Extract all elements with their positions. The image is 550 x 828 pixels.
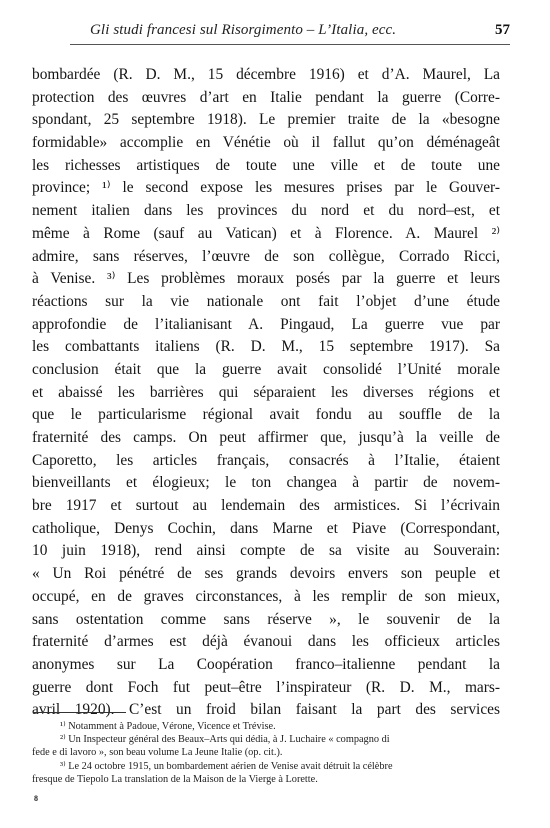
header-rule xyxy=(70,44,510,45)
body-line: approfondie de l’italianisant A. Pingaud, La guerre vue par xyxy=(32,315,500,333)
body-line: les combattants italiens (R. D. M., 15 septembre 1917). Sa xyxy=(32,338,500,356)
body-line: même à Rome (sauf au Vatican) et à Florence. A. Maurel ²⁾ xyxy=(32,224,500,242)
body-text xyxy=(32,64,500,722)
body-line: conclusion était que la guerre avait consolidé l’Unité morale xyxy=(32,360,500,378)
body-line: fraternité d’armes est déjà évanoui dans les officieux articles xyxy=(32,633,500,651)
footnote-continuation: fresque de Tiepolo La translation de la Maison de la Vierge à Lorette. xyxy=(32,773,318,785)
body-line: que le particularisme régional avait fondu au souffle de la xyxy=(32,406,500,424)
footnote: ¹⁾ Notamment à Padoue, Vérone, Vicence et Trévise. xyxy=(60,721,276,732)
body-line: bre 1917 et surtout au lendemain des armistices. Si l’écrivain xyxy=(32,497,500,515)
body-line: formidable» accomplie en Vénétie où il fallut qu’on déménageât xyxy=(32,134,500,152)
body-line: Caporetto, les articles français, consacrés à l’Italie, étaient xyxy=(32,451,500,469)
body-line: catholique, Denys Cochin, dans Marne et Piave (Correspondant, xyxy=(32,519,500,537)
footnote-separator xyxy=(34,712,126,713)
body-line: réactions sur la vie nationale ont fait l’objet d’une étude xyxy=(32,292,500,310)
body-line: 10 juin 1918), rend ainsi compte de sa visite au Souverain: xyxy=(32,542,500,560)
body-line: protection des œuvres d’art en Italie pendant la guerre (Corre- xyxy=(32,88,500,106)
body-line: bombardée (R. D. M., 15 décembre 1916) et d’A. Maurel, La xyxy=(32,66,500,83)
body-line: « Un Roi pénétré de ses grands devoirs envers son peuple et xyxy=(32,565,500,583)
footnote: ²⁾ Un Inspecteur général des Beaux–Arts qui dédia, à J. Luchaire « compagno di xyxy=(60,734,390,746)
footnote-continuation: fede e di lavoro », son beau volume La Jeune Italie (op. cit.). xyxy=(32,747,283,759)
page-number: 57 xyxy=(495,22,510,38)
footnotes xyxy=(32,720,502,786)
running-title: Gli studi francesi sul Risorgimento – L’Italia, ecc. xyxy=(90,22,397,38)
body-line: bienveillants et élogieux; le ton changea à partir de novem- xyxy=(32,474,500,492)
body-line: et abaissé les barrières qui séparaient les diverses régions et xyxy=(32,383,500,401)
footnote: ³⁾ Le 24 octobre 1915, un bombardement aérien de Venise avait détruit la célèbre xyxy=(60,760,393,772)
body-line: admire, sans réserves, l’œuvre de son collègue, Corrado Ricci, xyxy=(32,247,500,265)
body-line: anonymes sur La Coopération franco–italienne pendant la xyxy=(32,655,500,673)
body-line: sans ostentation comme sans réserve », le souvenir de la xyxy=(32,610,500,628)
body-line: spondant, 25 septembre 1918). Le premier traite de la «besogne xyxy=(32,111,500,129)
body-line: guerre dont Foch fut peut–être l’inspirateur (R. D. M., mars- xyxy=(32,678,500,696)
body-line: fraternité des camps. On peut affirmer que, jusqu’à la veille de xyxy=(32,429,500,446)
body-line: à Venise. ³⁾ Les problèmes moraux posés par la guerre et leurs xyxy=(32,270,500,288)
body-line: province; ¹⁾ le second expose les mesures prises par le Gouver- xyxy=(32,179,500,197)
body-line: nement italien dans les provinces du nord et du nord–est, et xyxy=(32,202,500,220)
body-line: occupé, en de graves circonstances, à les remplir de son mieux, xyxy=(32,587,500,605)
body-line: les richesses artistiques de toute une ville et de toute une xyxy=(32,156,500,174)
running-header xyxy=(70,20,510,44)
signature-mark: 8 xyxy=(34,794,38,803)
body-line: avril 1920). C’est un froid bilan faisant la part des services xyxy=(32,701,500,719)
